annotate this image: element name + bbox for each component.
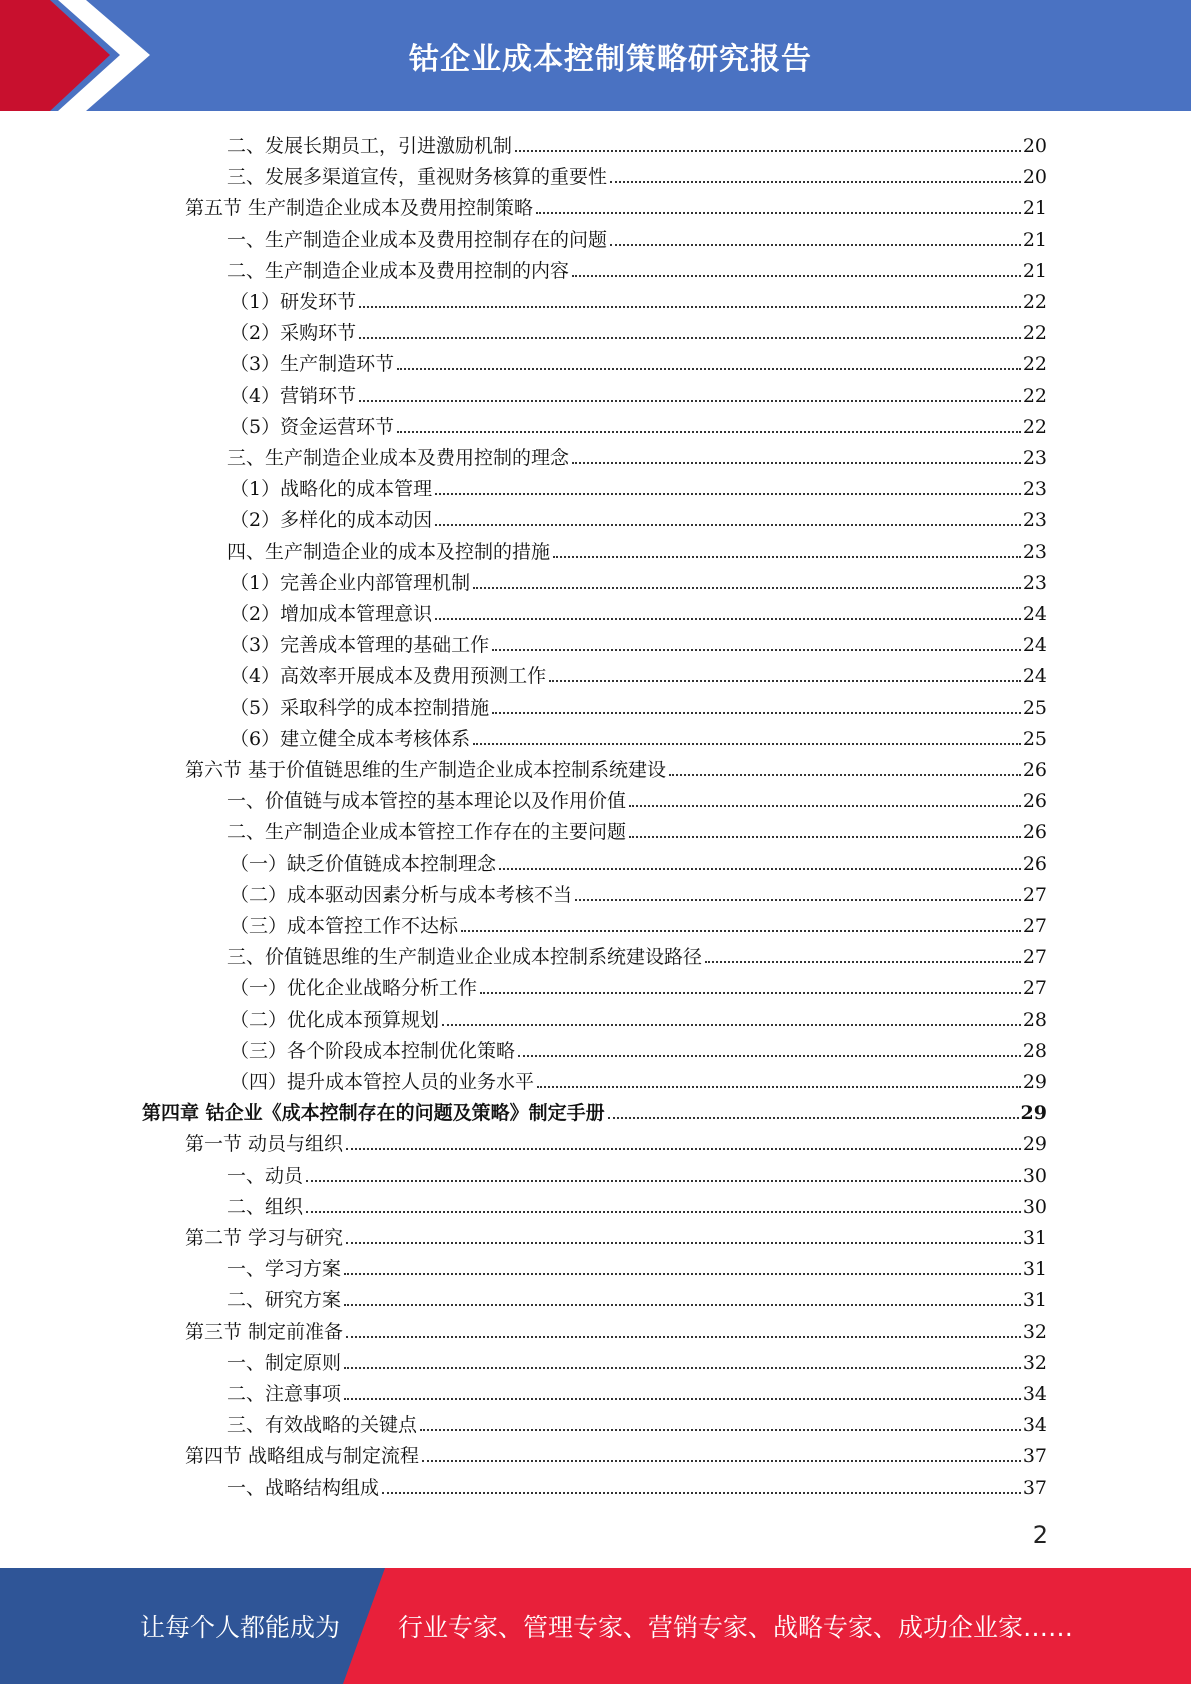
toc-entry-page: 28 bbox=[1022, 1008, 1047, 1031]
toc-entry-title: （四）提升成本管控人员的业务水平 bbox=[230, 1071, 535, 1093]
toc-entry[interactable] bbox=[227, 1250, 1047, 1281]
toc-leader-dots bbox=[610, 180, 1021, 183]
toc-entry-page: 32 bbox=[1022, 1351, 1047, 1374]
toc-entry[interactable] bbox=[230, 907, 1047, 938]
toc-entry[interactable] bbox=[230, 1001, 1047, 1032]
toc-entry-page: 23 bbox=[1022, 540, 1047, 563]
toc-leader-dots bbox=[420, 1428, 1021, 1431]
toc-entry-page: 22 bbox=[1022, 322, 1047, 345]
toc-entry-title: 二、生产制造企业成本及费用控制的内容 bbox=[227, 259, 570, 282]
toc-leader-dots bbox=[575, 898, 1021, 901]
toc-entry-page: 22 bbox=[1022, 415, 1047, 438]
toc-entry-page: 29 bbox=[1022, 1133, 1047, 1156]
toc-entry-page: 26 bbox=[1022, 821, 1047, 844]
toc-leader-dots bbox=[705, 960, 1021, 963]
toc-entry-page: 24 bbox=[1022, 665, 1047, 688]
toc-leader-dots bbox=[629, 835, 1021, 838]
toc-leader-dots bbox=[442, 1023, 1021, 1026]
toc-leader-dots bbox=[572, 274, 1021, 277]
toc-entry[interactable] bbox=[230, 470, 1047, 501]
toc-leader-dots bbox=[610, 243, 1021, 246]
toc-entry-title: 第四章 钴企业《成本控制存在的问题及策略》制定手册 bbox=[142, 1102, 605, 1125]
report-header bbox=[0, 0, 1191, 111]
toc-entry-page: 29 bbox=[1020, 1102, 1047, 1125]
toc-entry-title: 一、生产制造企业成本及费用控制存在的问题 bbox=[227, 228, 608, 251]
footer-slogan-left: 让每个人都能成为 bbox=[140, 1613, 341, 1642]
toc-entry-page: 27 bbox=[1022, 946, 1047, 969]
toc-entry-page: 21 bbox=[1022, 197, 1047, 220]
toc-entry-page: 27 bbox=[1022, 977, 1047, 1000]
toc-leader-dots bbox=[359, 399, 1021, 402]
toc-entry-page: 31 bbox=[1022, 1258, 1047, 1281]
toc-leader-dots bbox=[359, 336, 1021, 339]
toc-entry[interactable] bbox=[230, 345, 1047, 376]
toc-entry-title: 第一节 动员与组织 bbox=[185, 1133, 344, 1156]
toc-entry-title: 二、注意事项 bbox=[227, 1383, 342, 1405]
toc-leader-dots bbox=[422, 1459, 1021, 1462]
toc-entry-title: （二）成本驱动因素分析与成本考核不当 bbox=[230, 883, 573, 906]
toc-leader-dots bbox=[344, 1397, 1021, 1400]
toc-entry-page: 27 bbox=[1022, 883, 1047, 906]
toc-leader-dots bbox=[306, 1179, 1021, 1182]
toc-entry[interactable] bbox=[227, 158, 1047, 189]
toc-entry-page: 30 bbox=[1022, 1195, 1047, 1218]
toc-leader-dots bbox=[344, 1272, 1021, 1275]
toc-leader-dots bbox=[397, 430, 1021, 433]
toc-entry-page: 29 bbox=[1022, 1071, 1047, 1093]
toc-entry-title: 第五节 生产制造企业成本及费用控制策略 bbox=[185, 197, 534, 220]
toc-leader-dots bbox=[473, 742, 1021, 745]
toc-entry[interactable] bbox=[230, 689, 1047, 720]
toc-entry-page: 31 bbox=[1022, 1227, 1047, 1249]
toc-entry-page: 26 bbox=[1022, 852, 1047, 875]
toc-entry-page: 24 bbox=[1022, 603, 1047, 625]
toc-entry[interactable] bbox=[227, 782, 1047, 813]
toc-entry-title: 二、发展长期员工，引进激励机制 bbox=[227, 135, 513, 157]
toc-entry[interactable] bbox=[227, 127, 1047, 158]
toc-entry-page: 22 bbox=[1022, 291, 1047, 313]
toc-entry-page: 24 bbox=[1022, 634, 1047, 657]
toc-leader-dots bbox=[382, 1491, 1021, 1494]
toc-entry[interactable] bbox=[230, 845, 1047, 876]
toc-entry-title: 三、价值链思维的生产制造业企业成本控制系统建设路径 bbox=[227, 946, 703, 969]
toc-entry-page: 23 bbox=[1022, 478, 1047, 501]
toc-leader-dots bbox=[480, 991, 1021, 994]
toc-entry-title: （二）优化成本预算规划 bbox=[230, 1008, 440, 1031]
toc-entry[interactable] bbox=[227, 533, 1047, 564]
toc-leader-dots bbox=[518, 1054, 1021, 1057]
footer-slogan-right: 行业专家、管理专家、营销专家、战略专家、成功企业家…… bbox=[398, 1613, 1074, 1642]
toc-entry-page: 22 bbox=[1022, 384, 1047, 407]
toc-leader-dots bbox=[344, 1303, 1021, 1306]
toc-leader-dots bbox=[669, 773, 1021, 776]
toc-entry[interactable] bbox=[230, 626, 1047, 657]
toc-entry[interactable] bbox=[230, 564, 1047, 595]
toc-entry[interactable] bbox=[230, 876, 1047, 907]
toc-leader-dots bbox=[346, 1335, 1021, 1338]
toc-entry-page: 31 bbox=[1022, 1289, 1047, 1312]
toc-leader-dots bbox=[435, 523, 1021, 526]
toc-entry[interactable] bbox=[185, 751, 1047, 782]
toc-entry[interactable] bbox=[230, 501, 1047, 532]
toc-leader-dots bbox=[435, 492, 1021, 495]
toc-entry-title: 二、生产制造企业成本管控工作存在的主要问题 bbox=[227, 821, 627, 844]
toc-leader-dots bbox=[492, 648, 1021, 651]
toc-entry-title: 一、价值链与成本管控的基本理论以及作用价值 bbox=[227, 790, 627, 813]
toc-entry-page: 25 bbox=[1022, 727, 1047, 750]
toc-entry[interactable] bbox=[227, 252, 1047, 283]
toc-entry[interactable] bbox=[230, 657, 1047, 688]
toc-leader-dots bbox=[499, 867, 1021, 870]
toc-entry[interactable] bbox=[185, 189, 1047, 220]
toc-entry-title: 一、制定原则 bbox=[227, 1351, 342, 1374]
page-number: 2 bbox=[1032, 1521, 1048, 1549]
toc-leader-dots bbox=[306, 1210, 1021, 1213]
toc-entry-title: （2）增加成本管理意识 bbox=[230, 603, 433, 625]
toc-entry-title: 一、学习方案 bbox=[227, 1258, 342, 1281]
toc-entry[interactable] bbox=[227, 1188, 1047, 1219]
toc-entry-page: 23 bbox=[1022, 571, 1047, 594]
toc-leader-dots bbox=[572, 461, 1021, 464]
toc-leader-dots bbox=[515, 149, 1021, 152]
toc-entry-title: 二、组织 bbox=[227, 1195, 304, 1218]
toc-entry-title: （2）采购环节 bbox=[230, 322, 357, 345]
toc-entry[interactable] bbox=[230, 1063, 1047, 1094]
toc-entry-page: 27 bbox=[1022, 915, 1047, 937]
toc-entry-title: （1）战略化的成本管理 bbox=[230, 478, 433, 501]
toc-entry-title: （4）营销环节 bbox=[230, 384, 357, 407]
toc-leader-dots bbox=[536, 211, 1021, 214]
toc-entry-page: 37 bbox=[1022, 1445, 1047, 1468]
toc-entry[interactable] bbox=[227, 1406, 1047, 1437]
toc-entry-title: 第三节 制定前准备 bbox=[185, 1320, 344, 1343]
toc-entry[interactable] bbox=[230, 314, 1047, 345]
toc-entry-page: 34 bbox=[1022, 1414, 1047, 1437]
toc-entry[interactable] bbox=[230, 408, 1047, 439]
toc-leader-dots bbox=[461, 929, 1021, 932]
toc-entry-title: （5）采取科学的成本控制措施 bbox=[230, 696, 490, 719]
toc-entry-page: 32 bbox=[1022, 1320, 1047, 1343]
toc-leader-dots bbox=[537, 1085, 1021, 1088]
toc-entry-title: 四、生产制造企业的成本及控制的措施 bbox=[227, 540, 551, 563]
toc-entry-title: 第四节 战略组成与制定流程 bbox=[185, 1445, 420, 1468]
toc-entry[interactable] bbox=[227, 1281, 1047, 1312]
toc-entry-title: （2）多样化的成本动因 bbox=[230, 509, 433, 532]
toc-entry-page: 20 bbox=[1022, 166, 1047, 189]
toc-entry-page: 22 bbox=[1022, 353, 1047, 376]
toc-leader-dots bbox=[553, 555, 1021, 558]
toc-entry-title: （3）完善成本管理的基础工作 bbox=[230, 634, 490, 657]
toc-entry-title: （三）成本管控工作不达标 bbox=[230, 915, 459, 937]
toc-entry[interactable] bbox=[142, 1094, 1047, 1125]
toc-entry-title: （一）优化企业战略分析工作 bbox=[230, 977, 478, 1000]
toc-entry-page: 34 bbox=[1022, 1383, 1047, 1405]
toc-entry-title: 三、生产制造企业成本及费用控制的理念 bbox=[227, 447, 570, 469]
toc-entry-title: （一）缺乏价值链成本控制理念 bbox=[230, 852, 497, 875]
toc-entry[interactable] bbox=[185, 1437, 1047, 1468]
toc-entry-title: 第二节 学习与研究 bbox=[185, 1227, 344, 1249]
toc-leader-dots bbox=[492, 711, 1021, 714]
toc-entry[interactable] bbox=[185, 1219, 1047, 1250]
toc-entry[interactable] bbox=[227, 938, 1047, 969]
toc-entry[interactable] bbox=[230, 595, 1047, 626]
toc-entry[interactable] bbox=[230, 377, 1047, 408]
footer-banner bbox=[0, 1568, 1191, 1684]
toc-leader-dots bbox=[608, 1116, 1019, 1119]
toc-entry-title: （5）资金运营环节 bbox=[230, 415, 395, 438]
toc-entry[interactable] bbox=[230, 720, 1047, 751]
toc-leader-dots bbox=[359, 305, 1021, 308]
toc-entry-page: 21 bbox=[1022, 228, 1047, 251]
toc-entry-page: 37 bbox=[1022, 1476, 1047, 1499]
toc-leader-dots bbox=[435, 617, 1021, 620]
report-title: 钴企业成本控制策略研究报告 bbox=[409, 41, 812, 77]
toc-entry-page: 26 bbox=[1022, 790, 1047, 813]
toc-entry-title: （4）高效率开展成本及费用预测工作 bbox=[230, 665, 547, 688]
toc-entry-title: （6）建立健全成本考核体系 bbox=[230, 727, 471, 750]
toc-entry[interactable] bbox=[227, 1469, 1047, 1500]
toc-entry[interactable] bbox=[230, 283, 1047, 314]
toc-leader-dots bbox=[549, 679, 1021, 682]
toc-entry-page: 20 bbox=[1022, 135, 1047, 157]
toc-entry[interactable] bbox=[230, 969, 1047, 1000]
toc-entry[interactable] bbox=[230, 1032, 1047, 1063]
toc-entry-title: 三、有效战略的关键点 bbox=[227, 1414, 418, 1437]
toc-entry-title: （三）各个阶段成本控制优化策略 bbox=[230, 1039, 516, 1062]
toc-leader-dots bbox=[346, 1241, 1021, 1244]
toc-entry[interactable] bbox=[185, 1125, 1047, 1156]
toc-entry-title: 一、战略结构组成 bbox=[227, 1476, 380, 1499]
toc-entry-title: （3）生产制造环节 bbox=[230, 353, 395, 376]
toc-entry-page: 23 bbox=[1022, 509, 1047, 532]
toc-entry-title: 三、发展多渠道宣传，重视财务核算的重要性 bbox=[227, 166, 608, 189]
toc-entry-title: （1）研发环节 bbox=[230, 291, 357, 313]
toc-entry-title: 一、动员 bbox=[227, 1164, 304, 1187]
toc-leader-dots bbox=[629, 804, 1021, 807]
toc-entry-page: 30 bbox=[1022, 1164, 1047, 1187]
toc-entry-title: 二、研究方案 bbox=[227, 1289, 342, 1312]
toc-entry-title: 第六节 基于价值链思维的生产制造企业成本控制系统建设 bbox=[185, 759, 667, 781]
toc-entry-page: 26 bbox=[1022, 759, 1047, 781]
toc-entry[interactable] bbox=[227, 221, 1047, 252]
toc-entry[interactable] bbox=[227, 439, 1047, 470]
toc-entry[interactable] bbox=[227, 1375, 1047, 1406]
toc-entry-title: （1）完善企业内部管理机制 bbox=[230, 571, 471, 594]
toc-entry-page: 23 bbox=[1022, 447, 1047, 469]
toc-entry-page: 28 bbox=[1022, 1039, 1047, 1062]
toc-entry[interactable] bbox=[185, 1313, 1047, 1344]
toc-leader-dots bbox=[473, 586, 1021, 589]
toc-entry[interactable] bbox=[227, 1157, 1047, 1188]
toc-entry-page: 25 bbox=[1022, 696, 1047, 719]
toc-entry-page: 21 bbox=[1022, 259, 1047, 282]
toc-entry[interactable] bbox=[227, 813, 1047, 844]
toc-entry[interactable] bbox=[227, 1344, 1047, 1375]
toc-leader-dots bbox=[397, 367, 1021, 370]
toc-leader-dots bbox=[344, 1366, 1021, 1369]
toc-leader-dots bbox=[346, 1147, 1021, 1150]
